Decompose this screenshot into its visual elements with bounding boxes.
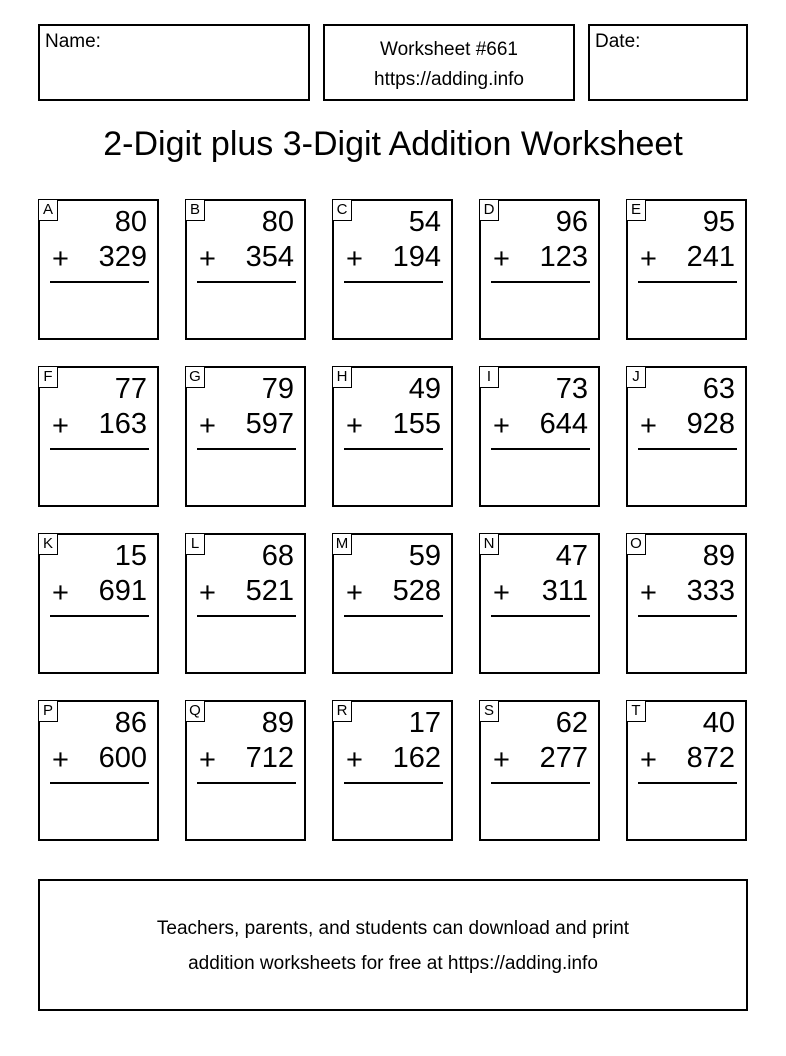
footer-line-1: Teachers, parents, and students can download and print [156, 918, 630, 939]
problem-box[interactable] [479, 199, 600, 340]
date-label: Date: [595, 31, 641, 52]
plus-sign: + [52, 243, 69, 275]
problem-addend-top: 80 [114, 206, 147, 238]
problem-addend-bottom: 333 [686, 575, 735, 607]
footer-line-2: addition worksheets for free at https://adding.info [188, 953, 598, 974]
answer-line [344, 615, 443, 617]
plus-sign: + [346, 243, 363, 275]
plus-sign: + [493, 243, 510, 275]
problem-box[interactable] [38, 366, 159, 507]
problem-box[interactable] [38, 199, 159, 340]
problem-addend-top: 73 [555, 373, 588, 405]
problem-box[interactable] [479, 366, 600, 507]
problem-letter: T [626, 700, 646, 722]
plus-sign: + [493, 744, 510, 776]
answer-line [491, 281, 590, 283]
plus-sign: + [640, 243, 657, 275]
answer-line [491, 615, 590, 617]
plus-sign: + [52, 410, 69, 442]
plus-sign: + [640, 410, 657, 442]
answer-line [197, 281, 296, 283]
date-box[interactable] [588, 24, 748, 101]
plus-sign: + [199, 744, 216, 776]
plus-sign: + [346, 744, 363, 776]
problem-addend-top: 59 [408, 540, 441, 572]
problem-addend-top: 47 [555, 540, 588, 572]
problem-addend-top: 89 [261, 707, 294, 739]
problem-letter: L [185, 533, 205, 555]
problem-addend-top: 62 [555, 707, 588, 739]
problem-addend-bottom: 528 [392, 575, 441, 607]
problem-box[interactable] [332, 700, 453, 841]
problem-box[interactable] [185, 533, 306, 674]
worksheet-number: Worksheet #661 [379, 39, 518, 60]
answer-line [638, 615, 737, 617]
problem-addend-bottom: 277 [539, 742, 588, 774]
worksheet-title: 2-Digit plus 3-Digit Addition Worksheet [103, 125, 683, 163]
problem-addend-bottom: 311 [541, 575, 588, 607]
problem-letter: F [38, 366, 58, 388]
problem-letter: H [332, 366, 352, 388]
problem-addend-bottom: 928 [686, 408, 735, 440]
worksheet-info-box [323, 24, 575, 101]
problem-letter: P [38, 700, 58, 722]
plus-sign: + [493, 577, 510, 609]
problem-letter: N [479, 533, 499, 555]
problem-addend-top: 68 [261, 540, 294, 572]
answer-line [491, 782, 590, 784]
problem-letter: B [185, 199, 205, 221]
answer-line [197, 782, 296, 784]
plus-sign: + [346, 577, 363, 609]
problem-addend-top: 54 [408, 206, 441, 238]
plus-sign: + [199, 577, 216, 609]
problem-addend-top: 79 [261, 373, 294, 405]
problem-box[interactable] [185, 700, 306, 841]
problem-letter: Q [185, 700, 205, 722]
problem-addend-top: 63 [702, 373, 735, 405]
problem-addend-top: 89 [702, 540, 735, 572]
name-label: Name: [45, 31, 101, 52]
plus-sign: + [52, 577, 69, 609]
problem-box[interactable] [332, 366, 453, 507]
problem-letter: I [479, 366, 499, 388]
problem-box[interactable] [185, 199, 306, 340]
answer-line [344, 782, 443, 784]
problem-box[interactable] [38, 533, 159, 674]
plus-sign: + [52, 744, 69, 776]
problem-addend-bottom: 162 [392, 742, 441, 774]
problem-letter: D [479, 199, 499, 221]
problem-addend-bottom: 123 [539, 241, 588, 273]
problem-addend-top: 96 [555, 206, 588, 238]
answer-line [344, 448, 443, 450]
problem-letter: C [332, 199, 352, 221]
problem-box[interactable] [626, 366, 747, 507]
problem-addend-top: 15 [114, 540, 147, 572]
plus-sign: + [199, 243, 216, 275]
problem-letter: R [332, 700, 352, 722]
problem-letter: J [626, 366, 646, 388]
problem-addend-bottom: 691 [98, 575, 147, 607]
problem-addend-top: 40 [702, 707, 735, 739]
problem-box[interactable] [332, 533, 453, 674]
answer-line [50, 782, 149, 784]
problem-addend-bottom: 155 [392, 408, 441, 440]
problem-box[interactable] [479, 700, 600, 841]
plus-sign: + [640, 577, 657, 609]
answer-line [197, 615, 296, 617]
problem-addend-bottom: 194 [392, 241, 441, 273]
problem-addend-bottom: 241 [686, 241, 735, 273]
problem-addend-top: 49 [408, 373, 441, 405]
problem-letter: G [185, 366, 205, 388]
problem-letter: O [626, 533, 646, 555]
problem-box[interactable] [479, 533, 600, 674]
problem-addend-bottom: 597 [245, 408, 294, 440]
answer-line [638, 782, 737, 784]
answer-line [344, 281, 443, 283]
problem-letter: A [38, 199, 58, 221]
answer-line [50, 615, 149, 617]
problem-box[interactable] [332, 199, 453, 340]
problem-letter: S [479, 700, 499, 722]
problem-addend-bottom: 644 [539, 408, 588, 440]
problem-box[interactable] [626, 533, 747, 674]
problem-letter: E [626, 199, 646, 221]
problem-box[interactable] [185, 366, 306, 507]
problem-box[interactable] [38, 700, 159, 841]
name-box[interactable] [38, 24, 310, 101]
problem-letter: K [38, 533, 58, 555]
answer-line [638, 281, 737, 283]
problem-addend-bottom: 872 [686, 742, 735, 774]
problem-addend-top: 77 [114, 373, 147, 405]
problem-addend-top: 80 [261, 206, 294, 238]
problem-box[interactable] [626, 700, 747, 841]
footer-box [38, 879, 748, 1011]
answer-line [638, 448, 737, 450]
problem-addend-bottom: 163 [98, 408, 147, 440]
problem-addend-top: 95 [702, 206, 735, 238]
problem-addend-top: 86 [114, 707, 147, 739]
problem-letter: M [332, 533, 352, 555]
problem-addend-bottom: 329 [98, 241, 147, 273]
plus-sign: + [199, 410, 216, 442]
plus-sign: + [346, 410, 363, 442]
worksheet-url: https://adding.info [374, 69, 524, 90]
problem-addend-top: 17 [408, 707, 441, 739]
answer-line [50, 448, 149, 450]
problem-addend-bottom: 521 [245, 575, 294, 607]
answer-line [197, 448, 296, 450]
answer-line [50, 281, 149, 283]
plus-sign: + [640, 744, 657, 776]
problem-box[interactable] [626, 199, 747, 340]
answer-line [491, 448, 590, 450]
problem-addend-bottom: 600 [98, 742, 147, 774]
problem-addend-bottom: 354 [245, 241, 294, 273]
plus-sign: + [493, 410, 510, 442]
problem-addend-bottom: 712 [245, 742, 294, 774]
